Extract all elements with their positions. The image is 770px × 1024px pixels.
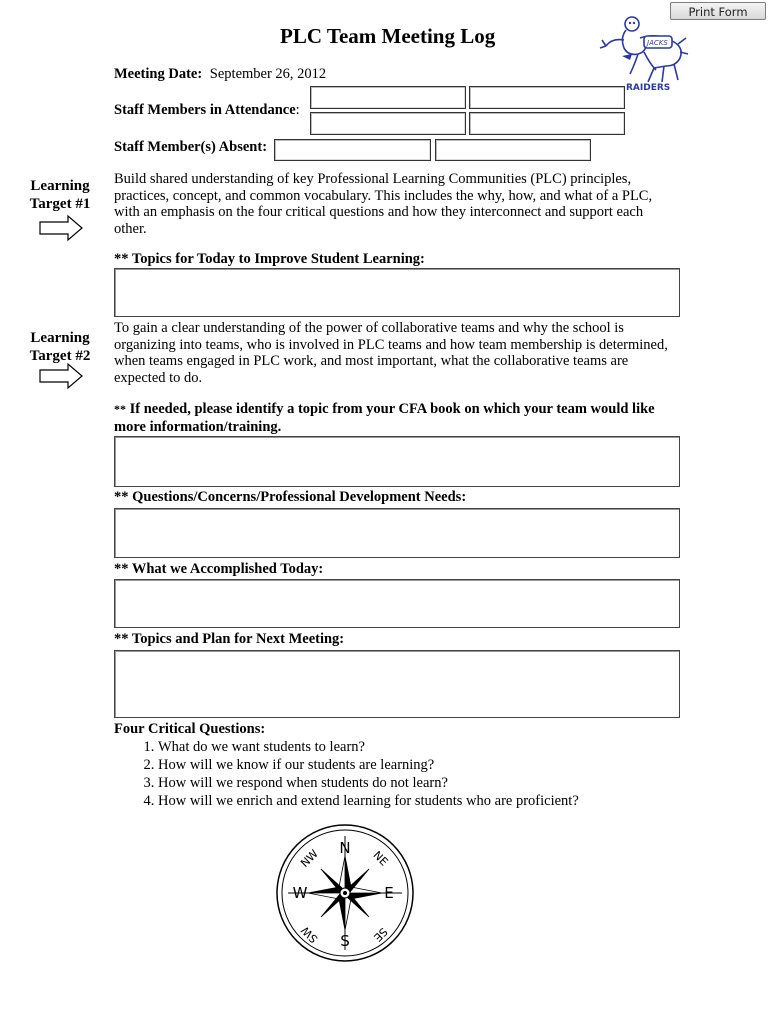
compass-icon [272, 822, 418, 964]
topics-today-field[interactable] [114, 268, 680, 317]
four-questions-heading: Four Critical Questions: [114, 721, 266, 737]
compass-sw: SW [298, 923, 321, 946]
raiders-logo [594, 8, 690, 96]
compass-ne: NE [370, 848, 391, 869]
cfa-heading [114, 400, 674, 436]
absent-field-1[interactable] [274, 139, 431, 161]
meeting-date-value[interactable]: September 26, 2012 [209, 66, 327, 82]
next-meeting-heading: ** Topics and Plan for Next Meeting: [114, 631, 345, 647]
arrow-right-icon [38, 362, 84, 390]
cfa-prefix: ** [114, 402, 126, 416]
compass-se: SE [370, 924, 390, 944]
logo-bottom-text: RAIDERS [626, 83, 671, 93]
compass-n: N [339, 839, 351, 857]
questions-concerns-field[interactable] [114, 508, 680, 558]
compass-w: W [292, 884, 308, 902]
learning-target-1-text: Build shared understanding of key Professional Learning Communities (PLC) principles, practices, concept, and common vocabulary. This includes the why, how, and what of a PLC, with an emphasis on the four critical questions and how they interconnect and support each other. [114, 171, 653, 237]
meeting-date-label: Meeting Date: [114, 66, 203, 82]
compass-s: S [340, 932, 350, 950]
arrow-right-icon [38, 214, 84, 242]
four-questions-list [114, 738, 674, 810]
list-item: 4. How will we enrich and extend learning for students who are proficient? [158, 792, 674, 810]
attendance-field-2[interactable] [469, 86, 625, 109]
attendance-label-text: Staff Members in Attendance [114, 102, 296, 118]
attendance-field-1[interactable] [310, 86, 466, 109]
compass-e: E [384, 884, 394, 902]
questions-concerns-heading: ** Questions/Concerns/Professional Development Needs: [114, 489, 467, 505]
next-meeting-field[interactable] [114, 650, 680, 718]
meeting-date-row [114, 66, 326, 83]
attendance-field-3[interactable] [310, 112, 466, 135]
logo-top-text: JACKS [647, 39, 668, 47]
learning-target-2-label [22, 329, 98, 365]
absent-label: Staff Member(s) Absent: [114, 139, 268, 155]
print-form-button[interactable]: Print Form [670, 2, 766, 20]
attendance-colon: : [295, 102, 300, 118]
page-title: PLC Team Meeting Log [280, 24, 496, 48]
list-item: 1. What do we want students to learn? [158, 738, 674, 756]
attendance-label [114, 102, 300, 119]
learning-target-1-label [22, 177, 98, 213]
topics-today-heading: ** Topics for Today to Improve Student Learning: [114, 251, 425, 267]
compass-nw: NW [298, 847, 321, 870]
learning-target-1-line1: Learning [30, 178, 90, 194]
accomplished-field[interactable] [114, 579, 680, 628]
list-item: 3. How will we respond when students do not learn? [158, 774, 674, 792]
accomplished-heading: ** What we Accomplished Today: [114, 561, 324, 577]
learning-target-1-line2: Target #1 [29, 196, 91, 212]
absent-field-2[interactable] [435, 139, 591, 161]
cfa-topic-field[interactable] [114, 436, 680, 487]
learning-target-2-text: To gain a clear understanding of the power of collaborative teams and why the school is organizing into teams, who is involved in PLC teams and how team membership is determined, when teams engaged in PLC work, and most important, what the collaborative teams are expected to do. [114, 320, 668, 386]
attendance-field-4[interactable] [469, 112, 625, 135]
four-critical-questions [114, 720, 674, 810]
learning-target-2-line2: Target #2 [29, 348, 91, 364]
list-item: 2. How will we know if our students are learning? [158, 756, 674, 774]
learning-target-2-line1: Learning [30, 330, 90, 346]
cfa-text: If needed, please identify a topic from your CFA book on which your team would like more information/training. [114, 401, 655, 435]
